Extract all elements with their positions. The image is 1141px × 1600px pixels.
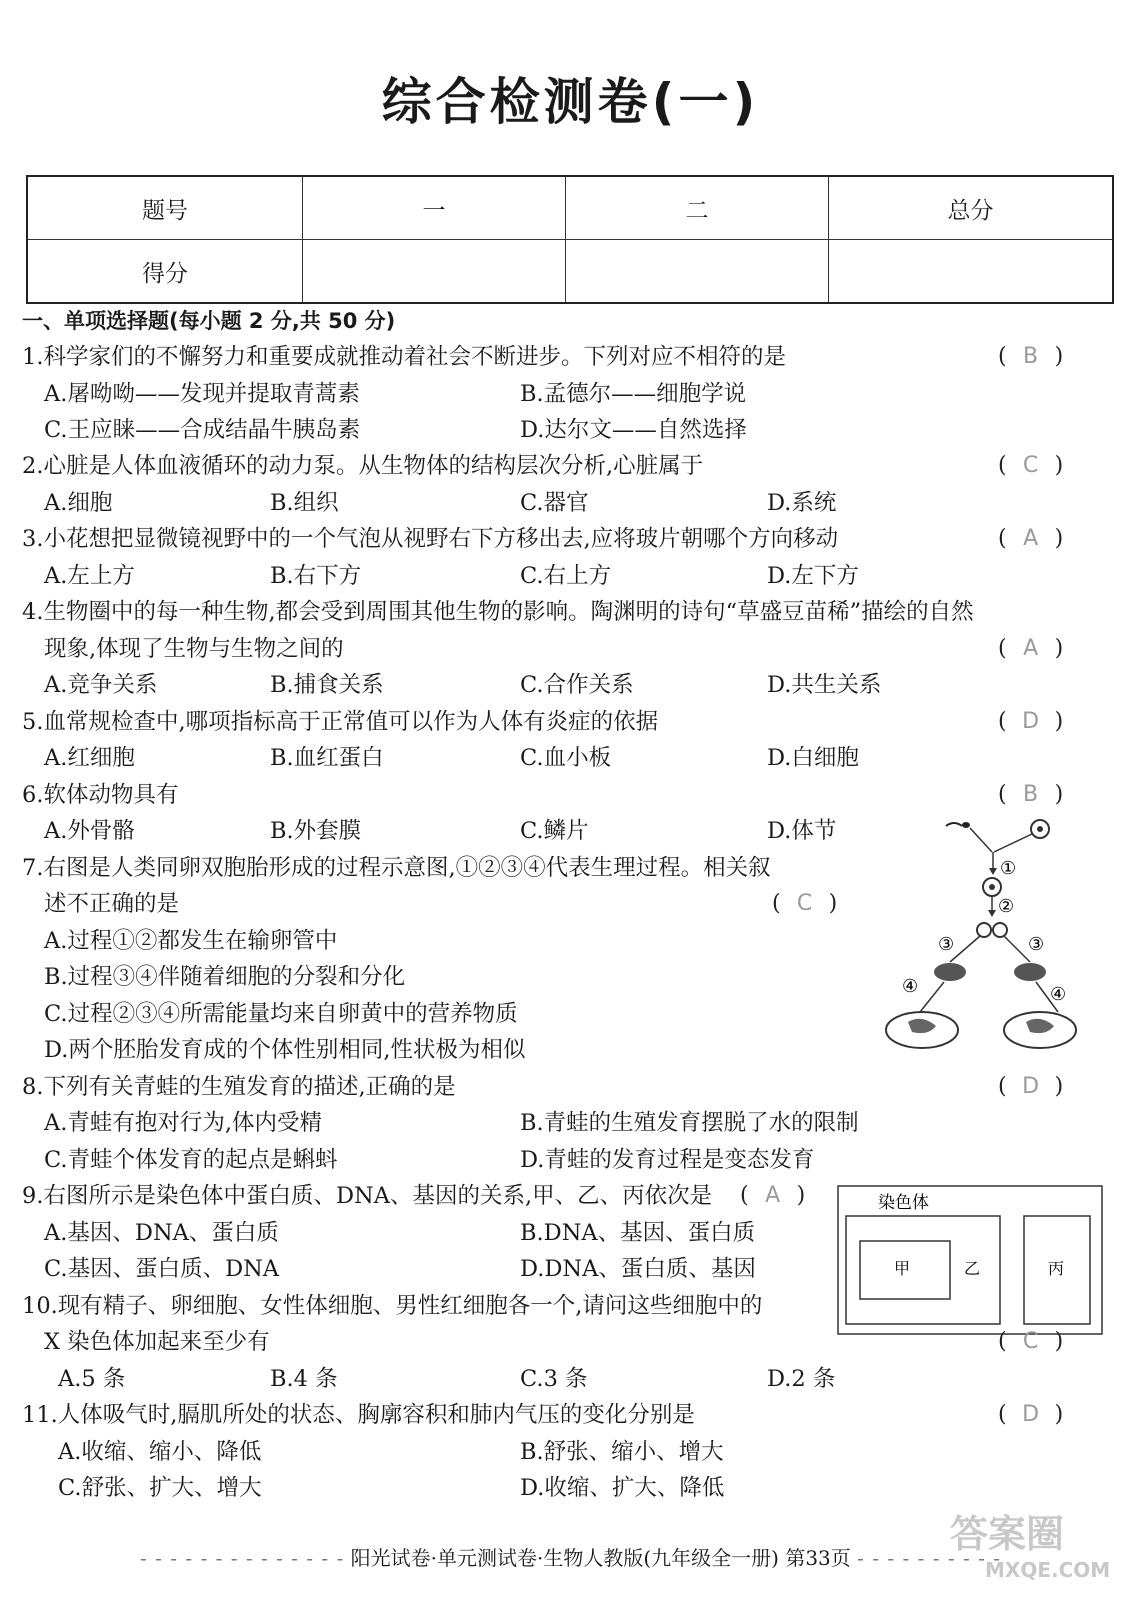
watermark-logo: 答案圈: [950, 1512, 1065, 1556]
page-footer: - - - - - - - - - - - - - - 阳光试卷·单元测试卷·生物人教版(九年级全一册) 第33页 - - - - - - - - - -: [140, 1546, 1001, 1570]
chromosome-relation-diagram: [836, 1184, 1106, 1338]
answer-paren: ( A ): [998, 524, 1063, 554]
option: D.左下方: [767, 563, 859, 589]
question-stem: 述不正确的是: [44, 891, 180, 917]
option: B.4 条: [270, 1366, 338, 1392]
question-stem: 7.右图是人类同卵双胞胎形成的过程示意图,①②③④代表生理过程。相关叙: [22, 855, 771, 881]
option: C.器官: [520, 490, 589, 516]
embryo-right-icon: [1014, 963, 1046, 981]
answer-letter: C: [796, 891, 813, 916]
option: B.孟德尔——细胞学说: [520, 381, 747, 407]
score-cell-1[interactable]: [303, 240, 566, 304]
question-stem: 1.科学家们的不懈努力和重要成就推动着社会不断进步。下列对应不相符的是: [22, 344, 786, 370]
question-stem: 8.下列有关青蛙的生殖发育的描述,正确的是: [22, 1074, 456, 1100]
question-stem: 10.现有精子、卵细胞、女性体细胞、男性红细胞各一个,请问这些细胞中的: [22, 1293, 763, 1319]
option: A.收缩、缩小、降低: [58, 1439, 262, 1465]
process-4-label-left: ④: [902, 976, 919, 997]
process-2-label: ②: [998, 896, 1015, 917]
process-3-label-right: ③: [1028, 934, 1045, 955]
process-4-label-right: ④: [1050, 984, 1067, 1005]
score-table-header: 题号: [27, 176, 303, 240]
option: B.捕食关系: [270, 672, 384, 698]
section-heading: 一、单项选择题(每小题 2 分,共 50 分): [22, 309, 396, 333]
option: A.基因、DNA、蛋白质: [44, 1220, 279, 1246]
question-stem: 4.生物圈中的每一种生物,都会受到周围其他生物的影响。陶渊明的诗句“草盛豆苗稀”描绘的自然: [22, 599, 974, 625]
answer-letter: D: [1022, 1074, 1040, 1099]
score-table-header: 二: [566, 176, 829, 240]
two-cell-icon: [977, 923, 991, 937]
bing-label: 丙: [1048, 1259, 1065, 1278]
footer-text: 阳光试卷·单元测试卷·生物人教版(九年级全一册) 第33页: [350, 1546, 851, 1570]
option: A.左上方: [44, 563, 135, 589]
answer-paren: ( D ): [998, 707, 1063, 737]
option: C.血小板: [520, 745, 612, 771]
option: C.鳞片: [520, 818, 589, 844]
option: A.外骨骼: [44, 818, 135, 844]
answer-paren: ( D ): [998, 1400, 1063, 1430]
answer-letter: D: [1022, 709, 1040, 734]
answer-letter: A: [765, 1183, 781, 1208]
option: A.细胞: [44, 490, 113, 516]
answer-letter: D: [1022, 1402, 1040, 1427]
option: B.外套膜: [270, 818, 362, 844]
yi-label: 乙: [964, 1259, 981, 1278]
option: A.青蛙有抱对行为,体内受精: [44, 1110, 323, 1136]
option: B.右下方: [270, 563, 362, 589]
question-stem: X 染色体加起来至少有: [44, 1329, 270, 1355]
score-table: [26, 175, 1114, 304]
watermark-site: MXQE.COM: [985, 1558, 1111, 1582]
option: D.两个胚胎发育成的个体性别相同,性状极为相似: [44, 1037, 526, 1063]
jia-label: 甲: [894, 1259, 911, 1278]
option: D.达尔文——自然选择: [520, 417, 747, 443]
option: C.右上方: [520, 563, 612, 589]
answer-letter: B: [1023, 344, 1039, 369]
answer-paren: ( D ): [998, 1072, 1063, 1102]
option: B.过程③④伴随着细胞的分裂和分化: [44, 964, 406, 990]
option: D.共生关系: [767, 672, 882, 698]
option: C.王应睐——合成结晶牛胰岛素: [44, 417, 361, 443]
answer-paren: ( C ): [998, 1327, 1063, 1357]
option: C.合作关系: [520, 672, 634, 698]
question-stem: 11.人体吸气时,膈肌所处的状态、胸廓容积和肺内气压的变化分别是: [22, 1402, 695, 1428]
score-table-score-row: [27, 240, 1113, 304]
exam-title: 综合检测卷(一): [381, 73, 760, 131]
answer-paren: ( C ): [772, 889, 837, 919]
option: D.青蛙的发育过程是变态发育: [520, 1147, 815, 1173]
score-table-header-row: [27, 176, 1113, 240]
option: D.DNA、蛋白质、基因: [520, 1256, 756, 1282]
option: A.屠呦呦——发现并提取青蒿素: [44, 381, 360, 407]
option: C.3 条: [520, 1366, 588, 1392]
option: D.系统: [767, 490, 837, 516]
embryo-left-icon: [934, 963, 966, 981]
question-stem: 9.右图所示是染色体中蛋白质、DNA、基因的关系,甲、乙、丙依次是: [22, 1183, 713, 1209]
option: D.白细胞: [767, 745, 859, 771]
score-cell-2[interactable]: [566, 240, 829, 304]
question-stem: 2.心脏是人体血液循环的动力泵。从生物体的结构层次分析,心脏属于: [22, 453, 704, 479]
answer-letter: A: [1023, 636, 1039, 661]
option: C.舒张、扩大、增大: [58, 1475, 262, 1501]
score-table-header: 一: [303, 176, 566, 240]
option: C.基因、蛋白质、DNA: [44, 1256, 280, 1282]
score-cell-total[interactable]: [829, 240, 1114, 304]
option: A.红细胞: [44, 745, 135, 771]
option: B.DNA、基因、蛋白质: [520, 1220, 756, 1246]
score-row-label: 得分: [27, 240, 303, 304]
chromosome-label: 染色体: [878, 1193, 929, 1213]
answer-letter: C: [1022, 1329, 1039, 1354]
twin-formation-diagram: [880, 812, 1090, 1062]
option: D.收缩、扩大、降低: [520, 1475, 725, 1501]
process-3-label-left: ③: [938, 934, 955, 955]
answer-letter: C: [1022, 453, 1039, 478]
answer-letter: A: [1023, 526, 1039, 551]
answer-paren: ( C ): [998, 451, 1063, 481]
option: A.竞争关系: [44, 672, 158, 698]
answer-paren: ( B ): [998, 780, 1063, 810]
answer-letter: B: [1023, 782, 1039, 807]
question-stem: 5.血常规检查中,哪项指标高于正常值可以作为人体有炎症的依据: [22, 709, 659, 735]
option: C.青蛙个体发育的起点是蝌蚪: [44, 1147, 338, 1173]
process-1-label: ①: [1000, 858, 1017, 879]
question-stem: 6.软体动物具有: [22, 782, 179, 808]
option: B.舒张、缩小、增大: [520, 1439, 724, 1465]
option: A.过程①②都发生在输卵管中: [44, 928, 338, 954]
answer-paren: ( A ): [998, 634, 1063, 664]
sperm-icon: [946, 823, 962, 826]
option: D.体节: [767, 818, 837, 844]
option: C.过程②③④所需能量均来自卵黄中的营养物质: [44, 1001, 518, 1027]
option: D.2 条: [767, 1366, 836, 1392]
option: B.青蛙的生殖发育摆脱了水的限制: [520, 1110, 859, 1136]
score-table-header: 总分: [829, 176, 1114, 240]
question-stem: 现象,体现了生物与生物之间的: [44, 636, 344, 662]
answer-paren: ( B ): [998, 342, 1063, 372]
option: B.血红蛋白: [270, 745, 384, 771]
option: B.组织: [270, 490, 339, 516]
answer-paren: ( A ): [740, 1181, 805, 1211]
option: A.5 条: [58, 1366, 126, 1392]
question-stem: 3.小花想把显微镜视野中的一个气泡从视野右下方移出去,应将玻片朝哪个方向移动: [22, 526, 839, 552]
